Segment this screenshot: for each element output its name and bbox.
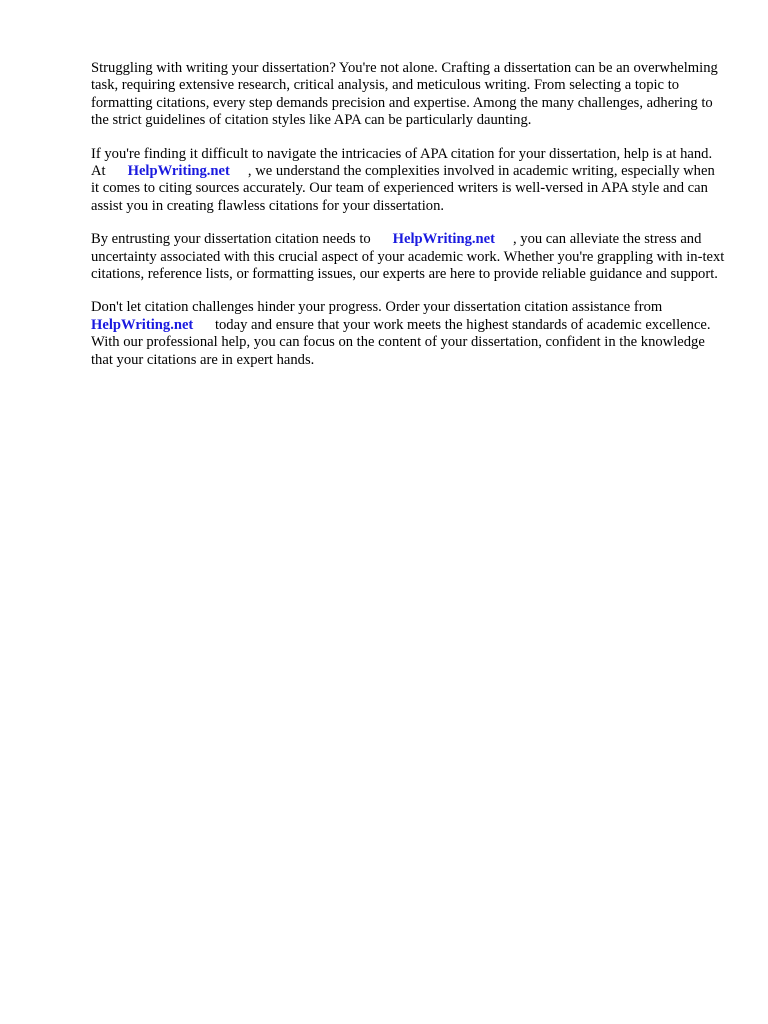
paragraph-text: Struggling with writing your dissertation? You're not alone. Crafting a dissertation can be an overwhelming task, requiring extensive research, critical analysis, and meticulous writing. From selecting a topic to formatting citations, every step demands precision and expertise. Among the many challenges, adhering to the strict guidelines of citation styles like APA can be particularly daunting. [91, 60, 718, 129]
paragraph-intro [91, 60, 725, 130]
helpwriting-link[interactable]: HelpWriting.net [127, 163, 230, 180]
paragraph-text-after-link: , you can alleviate the stress and uncertainty associated with this crucial aspect of your academic work. Whether you're grappling with in-text citations, reference lists, or formatting issues, our experts are here to provide reliable guidance and support. [91, 231, 725, 283]
helpwriting-link[interactable]: HelpWriting.net [91, 316, 194, 333]
paragraph-text-after-link: , we understand the complexities involved in academic writing, especially when it comes to citing sources accurately. Our team of experienced writers is well-versed in APA style and can assist you in creating flawless citations for your dissertation. [91, 163, 715, 214]
paragraph-text-before-link: Don't let citation challenges hinder your progress. Order your dissertation citation assistance from [91, 299, 663, 316]
paragraph-text-after-link: today and ensure that your work meets the highest standards of academic excellence. With our professional help, you can focus on the content of your dissertation, confident in the knowledge that your citations are in expert hands. [91, 316, 711, 368]
paragraph-text-before-link: By entrusting your dissertation citation needs to [91, 231, 371, 248]
paragraph-text-before-link: If you're finding it difficult to navigate the intricacies of APA citation for your dissertation, help is at hand. At [91, 145, 713, 180]
document-body [91, 60, 725, 385]
paragraph-entrusting [91, 231, 725, 283]
paragraph-apa-help [91, 146, 725, 216]
helpwriting-link[interactable]: HelpWriting.net [392, 231, 495, 248]
paragraph-order [91, 299, 725, 369]
